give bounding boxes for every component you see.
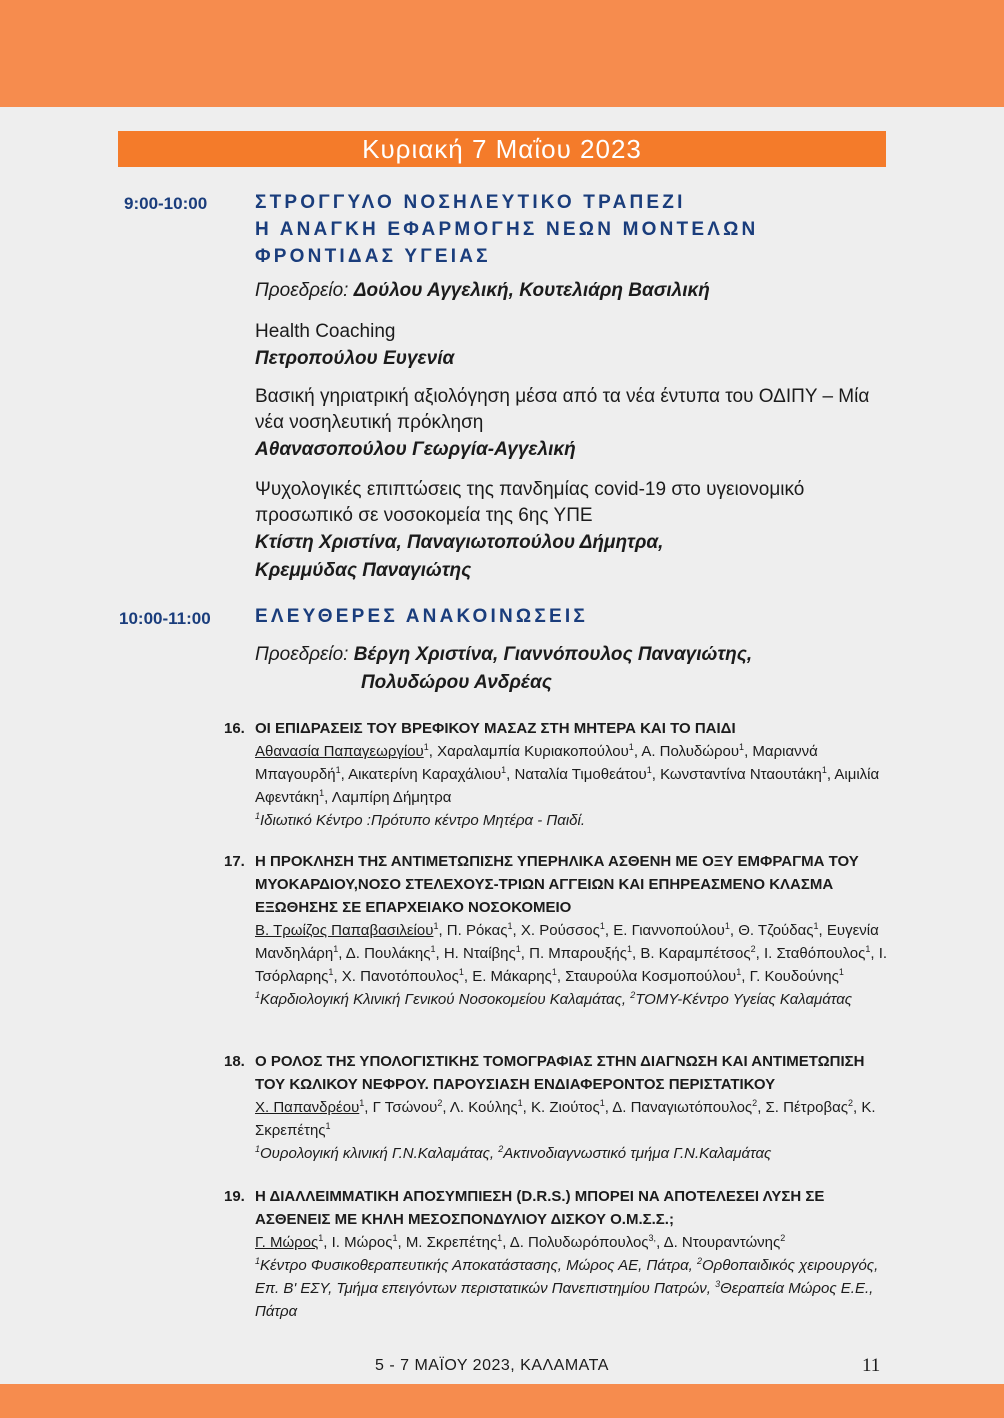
author-name: Αιμιλία Αφεντάκη <box>255 766 880 806</box>
abstract-authors: Αθανασία Παπαγεωργίου$^1$, Χαραλαμπία Κυριακοπούλου$^1$, Α. Πολυδώρου$^1$, Μαριαννά Μπαγουρδή$^1$, Αικατερίνη Καραχάλιου$^1$, Ναταλία Τιμοθεάτου$^1$, Κωνσταντίνα Νταουτάκη$^1$, Αιμιλία Αφεντάκη$^1$, Λαμπίρη Δήμητρα <box>255 742 880 806</box>
author-name: Ι. Σταθόπουλος <box>763 945 866 962</box>
date-banner: Κυριακή 7 Μαΐου 2023 <box>118 131 886 167</box>
author-name: Ι. Μώρος <box>331 1234 393 1251</box>
session-title-line: Η ΑΝΑΓΚΗ ΕΦΑΡΜΟΓΗΣ ΝΕΩΝ ΜΟΝΤΕΛΩΝ <box>255 219 759 240</box>
affiliation-mark: 2 <box>498 1144 504 1154</box>
author-name: Θ. Τζούδας <box>738 922 814 939</box>
author-name: Δ. Ντουραντώνης <box>663 1234 781 1251</box>
author-name: Αικατερίνη Καραχάλιου <box>348 766 502 783</box>
author-name: Δ. Πουλάκης <box>345 945 431 962</box>
talk-authors: Κτίστη Χριστίνα, Παναγιωτοπούλου Δήμητρα, Κρεμμύδας Παναγιώτης <box>255 532 664 581</box>
abstract-number: 19. <box>224 1188 245 1205</box>
author-name: Ε. Μάκαρης <box>472 968 552 985</box>
page-number: 11 <box>862 1355 881 1376</box>
author-name: Π. Ρόκας <box>446 922 508 939</box>
author-affiliation-mark: 2 <box>752 1098 758 1108</box>
chair-names: Βέργη Χριστίνα, Γιαννόπουλος Παναγιώτης, <box>353 644 753 665</box>
author-affiliation-mark: 1 <box>433 921 439 931</box>
author-name: Λαμπίρη Δήμητρα <box>331 789 452 806</box>
talk-title: Health Coaching <box>255 321 396 342</box>
chair-names: Πολυδώρου Ανδρέας <box>361 672 552 693</box>
talk <box>255 477 885 585</box>
affiliation-mark: 2 <box>630 990 636 1000</box>
author-affiliation-mark: 1 <box>821 765 827 775</box>
affiliation-text: Ουρολογική κλινική Γ.Ν.Καλαμάτας, <box>260 1145 499 1162</box>
affiliation-mark: 1 <box>255 811 261 821</box>
abstract-title: Η ΠΡΟΚΛΗΣΗ ΤΗΣ ΑΝΤΙΜΕΤΩΠΙΣΗΣ ΥΠΕΡΗΛΙΚΑ ΑΣΘΕΝΗ ΜΕ ΟΞΥ ΕΜΦΡΑΓΜΑ ΤΟΥ ΜΥΟΚΑΡΔΙΟΥ,ΝΟΣΟ ΣΤΕΛΕΧΟΥΣ-ΤΡΙΩΝ ΑΓΓΕΙΩΝ ΚΑΙ ΕΠΗΡΕΑΣΜΕΝΟ ΚΛΑΣΜΑ ΕΞΩΘΗΣΗΣ ΣΕ ΕΠΑΡΧΕΙΑΚΟ ΝΟΣΟΚΟΜΕΙΟ <box>255 853 859 916</box>
author-name: Δ. Πολυδωρόπουλος <box>509 1234 649 1251</box>
author-affiliation-mark: 1 <box>599 921 605 931</box>
author-name: Β. Καραμπέτσος <box>640 945 751 962</box>
footer-event: 5 - 7 ΜΑΪΟΥ 2023, ΚΑΛΑΜΑΤΑ <box>375 1357 609 1374</box>
affiliation-mark: 3 <box>715 1279 721 1289</box>
author-affiliation-mark: 1 <box>335 765 341 775</box>
abstract-title: ΟΙ ΕΠΙΔΡΑΣΕΙΣ ΤΟΥ ΒΡΕΦΙΚΟΥ ΜΑΣΑΖ ΣΤΗ ΜΗΤΕΡΑ ΚΑΙ ΤΟ ΠΑΙΔΙ <box>255 720 736 737</box>
session-time: 10:00-11:00 <box>119 609 211 628</box>
session-chairs-continued <box>361 669 552 696</box>
author-affiliation-mark: 1 <box>838 967 844 977</box>
affiliation-mark: 1 <box>255 990 261 1000</box>
affiliation-text: ΤΟΜΥ-Κέντρο Υγείας Καλαμάτας <box>635 991 853 1008</box>
affiliation-text: Θεραπεία Μώρος Ε.Ε., Πάτρα <box>255 1280 874 1320</box>
abstract <box>224 717 888 832</box>
session-title-line: ΦΡΟΝΤΙΔΑΣ ΥΓΕΙΑΣ <box>255 246 491 267</box>
author-name: Σ. Πέτροβας <box>765 1099 848 1116</box>
session-title-line: ΣΤΡΟΓΓΥΛΟ ΝΟΣΗΛΕΥΤΙΚΟ ΤΡΑΠΕΖΙ <box>255 192 686 213</box>
author-name: Γ. Κουδούνης <box>749 968 839 985</box>
session-chairs <box>255 277 710 304</box>
author-affiliation-mark: 1 <box>430 944 436 954</box>
author-affiliation-mark: 1 <box>318 1233 324 1243</box>
author-affiliation-mark: 1 <box>507 921 513 931</box>
author-affiliation-mark: 1 <box>739 742 745 752</box>
session-time: 9:00-10:00 <box>124 194 208 213</box>
talk-authors: Πετροπούλου Ευγενία <box>255 348 455 369</box>
author-name: Π. Μπαρουξής <box>529 945 627 962</box>
affiliation-mark: 2 <box>697 1256 703 1266</box>
author-affiliation-mark: 1 <box>497 1233 503 1243</box>
author-affiliation-mark: 1 <box>628 742 634 752</box>
top-orange-band <box>0 0 1004 107</box>
author-name: Β. Τρωίζος Παπαβασιλείου <box>255 922 434 939</box>
author-name: Κ. Ζιούτος <box>531 1099 600 1116</box>
author-name: Ναταλία Τιμοθεάτου <box>514 766 647 783</box>
author-affiliation-mark: 1 <box>724 921 730 931</box>
author-affiliation-mark: 2 <box>848 1098 854 1108</box>
author-name: Α. Πολυδώρου <box>641 743 740 760</box>
author-name: Δ. Παναγιωτόπουλος <box>612 1099 753 1116</box>
author-affiliation-mark: 1 <box>333 944 339 954</box>
author-affiliation-mark: 1 <box>736 967 742 977</box>
author-affiliation-mark: 1 <box>392 1233 398 1243</box>
affiliation-mark: 1 <box>255 1256 261 1266</box>
talk-authors: Αθανασοπούλου Γεωργία-Αγγελική <box>255 439 576 460</box>
author-affiliation-mark: 1 <box>319 788 325 798</box>
bottom-orange-band <box>0 1384 1004 1418</box>
abstract-affiliations <box>255 1254 888 1323</box>
talk-title: Βασική γηριατρική αξιολόγηση μέσα από τα νέα έντυπα του ΟΔΙΠΥ – Μία νέα νοσηλευτική πρόκληση <box>255 386 870 433</box>
abstract-number: 16. <box>224 720 245 737</box>
author-affiliation-mark: 1 <box>551 967 557 977</box>
author-affiliation-mark: 1 <box>865 944 871 954</box>
abstract <box>224 1050 888 1165</box>
affiliation-mark: 1 <box>255 1144 261 1154</box>
author-affiliation-mark: 1 <box>517 1098 523 1108</box>
affiliation-text: Ορθοπαιδικός χειρουργός, Επ. Β' ΕΣΥ, Τμήμα επειγόντων περιστατικών Πανεπιστημίου Πατρών, <box>255 1257 879 1297</box>
author-name: Ι. Τσόρλαρης <box>255 945 888 985</box>
author-affiliation-mark: 2 <box>780 1233 786 1243</box>
author-name: Χ. Παπανδρέου <box>255 1099 360 1116</box>
author-name: Αθανασία Παπαγεωργίου <box>255 743 424 760</box>
author-affiliation-mark: 1 <box>813 921 819 931</box>
author-affiliation-mark: 1 <box>359 1098 365 1108</box>
abstract <box>224 1185 888 1323</box>
author-name: Χαραλαμπία Κυριακοπούλου <box>437 743 629 760</box>
author-name: Λ. Κούλης <box>449 1099 518 1116</box>
author-affiliation-mark: 2 <box>437 1098 443 1108</box>
talk <box>255 319 885 373</box>
author-name: Σταυρούλα Κοσμοπούλου <box>565 968 737 985</box>
author-name: Κ. Σκρεπέτης <box>255 1099 876 1139</box>
author-affiliation-mark: 1 <box>328 967 334 977</box>
session-title <box>255 189 758 270</box>
affiliation-text: Ιδιωτικό Κέντρο :Πρότυπο κέντρο Μητέρα - Παιδί. <box>260 812 586 829</box>
author-affiliation-mark: 1 <box>626 944 632 954</box>
session-title <box>255 603 588 630</box>
author-affiliation-mark: 1 <box>458 967 464 977</box>
author-name: Γ Τσώνου <box>372 1099 438 1116</box>
author-name: Χ. Πανοτόπουλος <box>341 968 459 985</box>
abstract-title: Η ΔΙΑΛΛΕΙΜΜΑΤΙΚΗ ΑΠΟΣΥΜΠΙΕΣΗ (D.R.S.) ΜΠΟΡΕΙ ΝΑ ΑΠΟΤΕΛΕΣΕΙ ΛΥΣΗ ΣΕ ΑΣΘΕΝΕΙΣ ΜΕ ΚΗΛΗ ΜΕΣΟΣΠΟΝΔΥΛΙΟΥ ΔΙΣΚΟΥ Ο.Μ.Σ.Σ.; <box>255 1188 825 1228</box>
affiliation-text: Καρδιολογική Κλινική Γενικού Νοσοκομείου Καλαμάτας, <box>260 991 631 1008</box>
abstract-number: 17. <box>224 853 245 870</box>
talk <box>255 384 885 464</box>
author-name: Μ. Σκρεπέτης <box>405 1234 498 1251</box>
author-name: Ευγενία Μανδηλάρη <box>255 922 879 962</box>
chair-names: Δούλου Αγγελική, Κουτελιάρη Βασιλική <box>353 280 710 301</box>
abstract-affiliations <box>255 988 888 1011</box>
author-affiliation-mark: 1 <box>515 944 521 954</box>
abstract-authors: Γ. Μώρος$^1$, Ι. Μώρος$^1$, Μ. Σκρεπέτης$^1$, Δ. Πολυδωρόπουλος$^{3,}$, Δ. Ντουραντώνης$^2$ <box>255 1233 786 1251</box>
abstract-title: Ο ΡΟΛΟΣ ΤΗΣ ΥΠΟΛΟΓΙΣΤΙΚΗΣ ΤΟΜΟΓΡΑΦΙΑΣ ΣΤΗΝ ΔΙΑΓΝΩΣΗ ΚΑΙ ΑΝΤΙΜΕΤΩΠΙΣΗ ΤΟΥ ΚΩΛΙΚΟΥ ΝΕΦΡΟΥ. ΠΑΡΟΥΣΙΑΣΗ ΕΝΔΙΑΦΕΡΟΝΤΟΣ ΠΕΡΙΣΤΑΤΙΚΟΥ <box>255 1053 865 1093</box>
abstract-authors: Β. Τρωίζος Παπαβασιλείου$^1$, Π. Ρόκας$^1$, Χ. Ρούσσος$^1$, Ε. Γιαννοπούλου$^1$, Θ. Τζούδας$^1$, Ευγενία Μανδηλάρη$^1$, Δ. Πουλάκης$^1$, Η. Νταίβης$^1$, Π. Μπαρουξής$^1$, Β. Καραμπέτσος$^2$, Ι. Σταθόπουλος$^1$, Ι. Τσόρλαρης$^1$, Χ. Πανοτόπουλος$^1$, Ε. Μάκαρης$^1$, Σταυρούλα Κοσμοπούλου$^1$, Γ. Κουδούνης$^1$ <box>255 921 888 985</box>
abstract-affiliations <box>255 1142 888 1165</box>
abstract-authors: Χ. Παπανδρέου$^1$, Γ Τσώνου$^2$, Λ. Κούλης$^1$, Κ. Ζιούτος$^1$, Δ. Παναγιωτόπουλος$^2$, Σ. Πέτροβας$^2$, Κ. Σκρεπέτης$^1$ <box>255 1098 876 1139</box>
author-name: Η. Νταίβης <box>443 945 516 962</box>
abstract-number: 18. <box>224 1053 245 1070</box>
author-affiliation-mark: 1 <box>423 742 429 752</box>
abstract <box>224 850 888 1011</box>
session-title-line: ΕΛΕΥΘΕΡΕΣ ΑΝΑΚΟΙΝΩΣΕΙΣ <box>255 606 588 627</box>
abstract-affiliations <box>255 809 888 832</box>
author-affiliation-mark: 3, <box>648 1233 657 1243</box>
author-affiliation-mark: 1 <box>501 765 507 775</box>
author-name: Γ. Μώρος <box>255 1234 319 1251</box>
author-name: Ε. Γιαννοπούλου <box>613 922 725 939</box>
author-name: Μαριαννά Μπαγουρδή <box>255 743 818 783</box>
session-chairs <box>255 641 752 668</box>
chair-label: Προεδρείο: <box>255 644 349 665</box>
chair-label: Προεδρείο: <box>255 280 349 301</box>
author-affiliation-mark: 1 <box>325 1121 331 1131</box>
talk-title: Ψυχολογικές επιπτώσεις της πανδημίας covid-19 στο υγειονομικό προσωπικό σε νοσοκομεία της 6ης ΥΠΕ <box>255 479 805 526</box>
affiliation-text: Κέντρο Φυσικοθεραπευτικής Αποκατάστασης, Μώρος ΑΕ, Πάτρα, <box>260 1257 697 1274</box>
author-affiliation-mark: 1 <box>646 765 652 775</box>
author-affiliation-mark: 1 <box>599 1098 605 1108</box>
author-name: Χ. Ρούσσος <box>520 922 600 939</box>
author-name: Κωνσταντίνα Νταουτάκη <box>660 766 822 783</box>
author-affiliation-mark: 2 <box>750 944 756 954</box>
affiliation-text: Ακτινοδιαγνωστικό τμήμα Γ.Ν.Καλαμάτας <box>503 1145 772 1162</box>
